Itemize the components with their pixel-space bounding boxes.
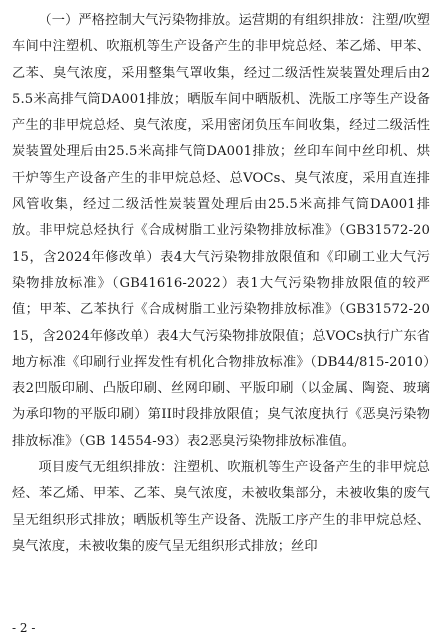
paragraph-fugitive-emissions: 项目废气无组织排放：注塑机、吹瓶机等生产设备产生的非甲烷总烃、苯乙烯、甲苯、乙苯、臭气浓度，未被收集部分，未被收集的废气呈无组织形式排放；晒版机等生产设备、洗版工序产生的非甲烷总烃、臭气浓度，未被收集的废气呈无组织形式排放；丝印 bbox=[12, 460, 430, 554]
paragraph-air-pollution-control: （一）严格控制大气污染物排放。运营期的有组织排放：注塑/吹塑车间中注塑机、吹瓶机等生产设备产生的非甲烷总烃、苯乙烯、甲苯、乙苯、臭气浓度，采用整集气罩收集，经过二级活性炭装置处理后由25.5米高排气筒DA001排放；晒版车间中晒版机、洗版工序等生产设备产生的非甲烷总烃、臭气浓度，采用密闭负压车间收集，经过二级活性炭装置处理后由25.5米高排气筒DA001排放；丝印车间中丝印机、烘干炉等生产设备产生的非甲烷总烃、总VOCs、臭气浓度，采用直连排风管收集，经过二级活性炭装置处理后由25.5米高排气筒DA001排放。非甲烷总烃执行《合成树脂工业污染物排放标准》（GB31572-2015，含2024年修改单）表4大气污染物排放限值和《印刷工业大气污染物排放标准》（GB41616-2022）表1大气污染物排放限值的较严值；甲苯、乙苯执行《合成树脂工业污染物排放标准》（GB31572-2015，含2024年修改单）表4大气污染物排放限值；总VOCs执行广东省地方标准《印刷行业挥发性有机化合物排放标准》（DB44/815-2010）表2凹版印刷、凸版印刷、丝网印刷、平版印刷（以金属、陶瓷、玻璃为承印物的平版印刷）第II时段排放限值；臭气浓度执行《恶臭污染物排放标准》（GB 14554-93）表2恶臭污染物排放标准值。 bbox=[12, 13, 430, 449]
page-number: - 2 - bbox=[12, 621, 36, 635]
